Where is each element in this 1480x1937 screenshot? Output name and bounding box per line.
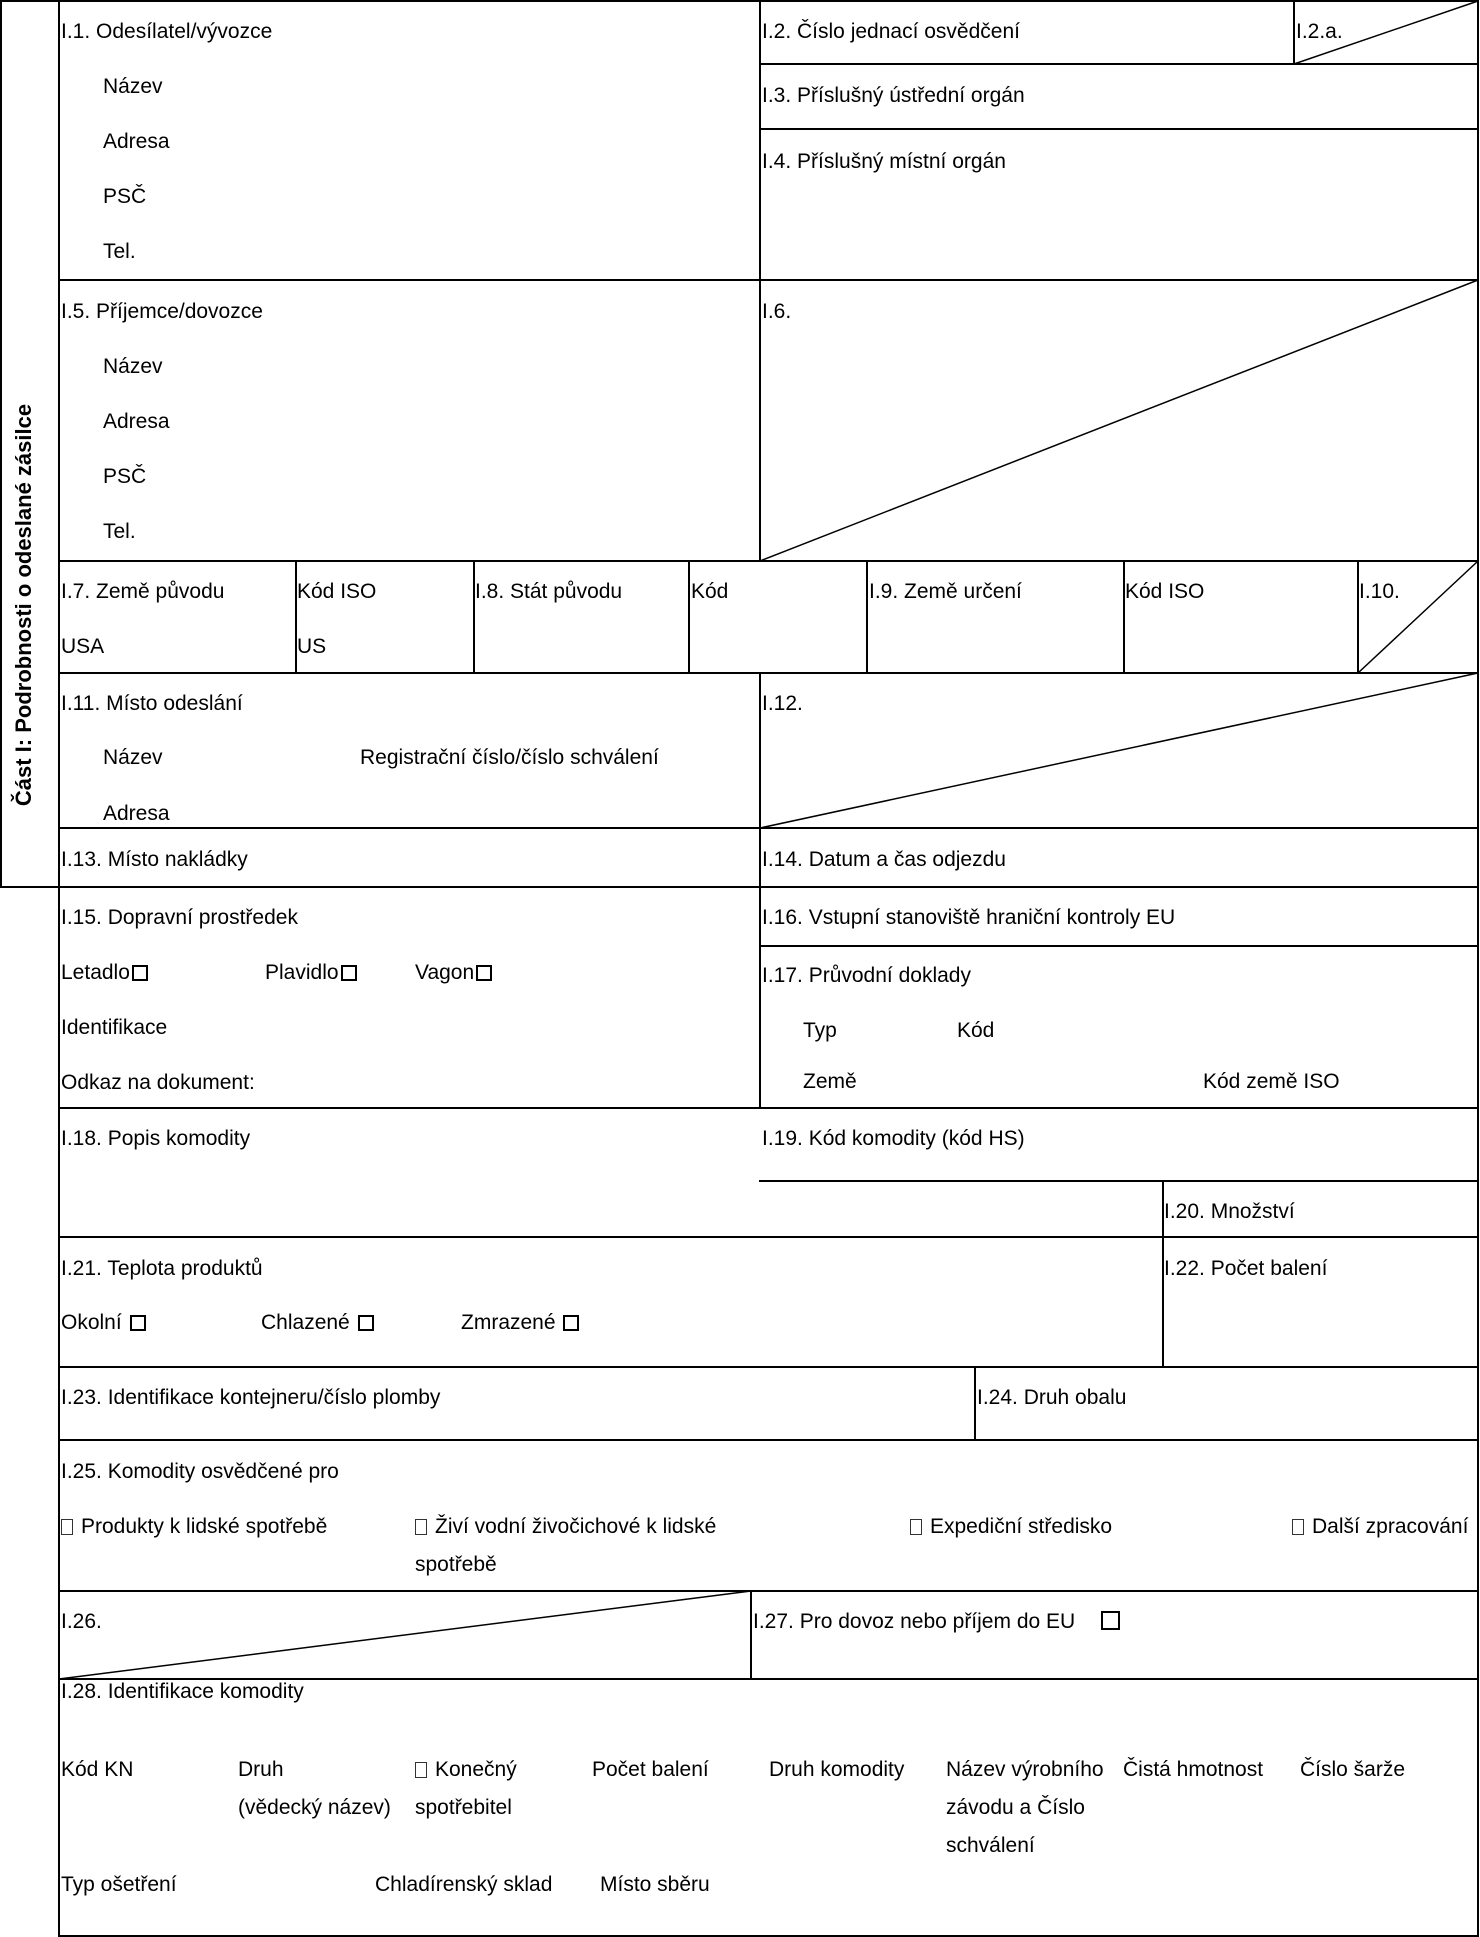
i10-strike [1358,561,1478,673]
i28-consumer-label-line2: spotřebitel [415,1796,512,1819]
i6-label: I.6. [762,300,792,323]
i25-dispatch-label: Expediční středisko [930,1515,1113,1538]
i25-processing-label: Další zpracování [1312,1515,1469,1538]
i8-label: I.8. Stát původu [475,580,623,603]
i21-ambient-checkbox[interactable] [130,1315,146,1331]
i28-consumer-checkbox[interactable] [415,1762,427,1778]
i1-tel-label: Tel. [103,240,136,263]
i27-option[interactable] [753,1610,1120,1634]
i22-label: I.22. Počet balení [1164,1257,1328,1280]
i5-label: I.5. Příjemce/dovozce [61,300,263,323]
i17-type-label: Typ [803,1019,837,1042]
i21-frozen-option[interactable] [461,1311,579,1335]
i11-registration-label: Registrační číslo/číslo schválení [360,746,659,769]
i3-label: I.3. Příslušný ústřední orgán [762,84,1025,107]
i15-plane-label: Letadlo [61,961,130,984]
i17-iso-code-label: Kód země ISO [1203,1070,1340,1093]
i28-cn-code-label: Kód KN [61,1758,134,1781]
i15-wagon-option[interactable] [415,961,492,985]
i28-collection-label: Místo sběru [600,1873,710,1896]
i7-iso-label: Kód ISO [297,580,377,603]
i15-wagon-label: Vagon [415,961,475,984]
i21-chilled-checkbox[interactable] [358,1315,374,1331]
i28-treatment-label: Typ ošetření [61,1873,177,1896]
i7-value: USA [61,635,105,658]
i7-iso-value: US [297,635,327,658]
i12-label: I.12. [762,692,803,715]
i16-label: I.16. Vstupní stanoviště hraniční kontroly EU [762,906,1176,929]
i25-live-label-line2: spotřebě [415,1553,497,1576]
i11-address-label: Adresa [103,802,170,825]
i21-ambient-option[interactable] [61,1311,146,1335]
i10-label: I.10. [1359,580,1400,603]
i21-frozen-checkbox[interactable] [563,1315,579,1331]
i1-name-label: Název [103,75,163,98]
i8-code-label: Kód [691,580,729,603]
i28-net-weight-label: Čistá hmotnost [1123,1758,1264,1781]
i11-name-label: Název [103,746,163,769]
i19-label: I.19. Kód komodity (kód HS) [762,1127,1025,1150]
i25-dispatch-option[interactable] [910,1515,1112,1539]
i17-code-label: Kód [957,1019,995,1042]
i7-label: I.7. Země původu [61,580,225,603]
i28-species-label-line2: (vědecký název) [238,1796,391,1819]
i15-doc-ref-label: Odkaz na dokument: [61,1071,255,1094]
i1-address-label: Adresa [103,130,170,153]
i17-label: I.17. Průvodní doklady [762,964,971,987]
i27-checkbox[interactable] [1101,1611,1120,1630]
i28-plant-label-line3: schválení [946,1834,1035,1857]
i28-plant-label-line2: závodu a Číslo [946,1796,1085,1819]
i21-ambient-label: Okolní [61,1311,122,1334]
i4-label: I.4. Příslušný místní orgán [762,150,1006,173]
i25-live-label: Živí vodní živočichové k lidské [435,1515,717,1538]
i9-label: I.9. Země určení [869,580,1022,603]
i24-label: I.24. Druh obalu [977,1386,1127,1409]
i28-consumer-label: Konečný [435,1758,517,1781]
i25-human-option[interactable] [61,1515,327,1539]
i21-frozen-label: Zmrazené [461,1311,556,1334]
i25-live-checkbox[interactable] [415,1519,427,1535]
i21-label: I.21. Teplota produktů [61,1257,263,1280]
i25-live-option[interactable] [415,1515,716,1539]
i17-country-label: Země [803,1070,857,1093]
i15-label: I.15. Dopravní prostředek [61,906,298,929]
i15-ship-option[interactable] [265,961,357,985]
i15-identification-label: Identifikace [61,1016,168,1039]
i5-name-label: Název [103,355,163,378]
i28-label: I.28. Identifikace komodity [61,1680,304,1703]
i5-postcode-label: PSČ [103,465,147,488]
i26-label: I.26. [61,1610,102,1633]
i28-species-label: Druh [238,1758,284,1781]
i25-processing-option[interactable] [1292,1515,1468,1539]
i2-label: I.2. Číslo jednací osvědčení [762,20,1020,43]
i1-label: I.1. Odesílatel/vývozce [61,20,273,43]
part-title: Část I: Podrobnosti o odeslané zásilce [11,403,36,807]
i28-packages-label: Počet balení [592,1758,709,1781]
i5-tel-label: Tel. [103,520,136,543]
i15-wagon-checkbox[interactable] [476,965,492,981]
i25-label: I.25. Komodity osvědčené pro [61,1460,339,1483]
i14-label: I.14. Datum a čas odjezdu [762,848,1006,871]
i1-postcode-label: PSČ [103,185,147,208]
i28-commodity-type-label: Druh komodity [769,1758,905,1781]
i2a-label: I.2.a. [1296,20,1343,43]
i18-label: I.18. Popis komodity [61,1127,251,1150]
i27-label: I.27. Pro dovoz nebo příjem do EU [753,1610,1076,1633]
i28-batch-label: Číslo šarže [1300,1758,1406,1781]
i15-plane-checkbox[interactable] [132,965,148,981]
i11-label: I.11. Místo odeslání [61,692,243,715]
i9-iso-label: Kód ISO [1125,580,1205,603]
i28-consumer-option[interactable] [415,1758,517,1782]
i6-strike [760,280,1478,561]
i26-strike [59,1591,751,1679]
i25-human-label: Produkty k lidské spotřebě [81,1515,328,1538]
i21-chilled-option[interactable] [261,1311,374,1335]
i25-dispatch-checkbox[interactable] [910,1519,922,1535]
i5-address-label: Adresa [103,410,170,433]
i25-processing-checkbox[interactable] [1292,1519,1304,1535]
i21-chilled-label: Chlazené [261,1311,350,1334]
i12-strike [760,673,1478,828]
i15-ship-checkbox[interactable] [341,965,357,981]
i15-ship-label: Plavidlo [265,961,339,984]
i28-plant-label: Název výrobního [946,1758,1104,1781]
i25-human-checkbox[interactable] [61,1519,73,1535]
i20-label: I.20. Množství [1164,1200,1295,1223]
i13-label: I.13. Místo nakládky [61,848,248,871]
i15-plane-option[interactable] [61,961,148,985]
i23-label: I.23. Identifikace kontejneru/číslo plomby [61,1386,441,1409]
i28-cold-store-label: Chladírenský sklad [375,1873,553,1896]
